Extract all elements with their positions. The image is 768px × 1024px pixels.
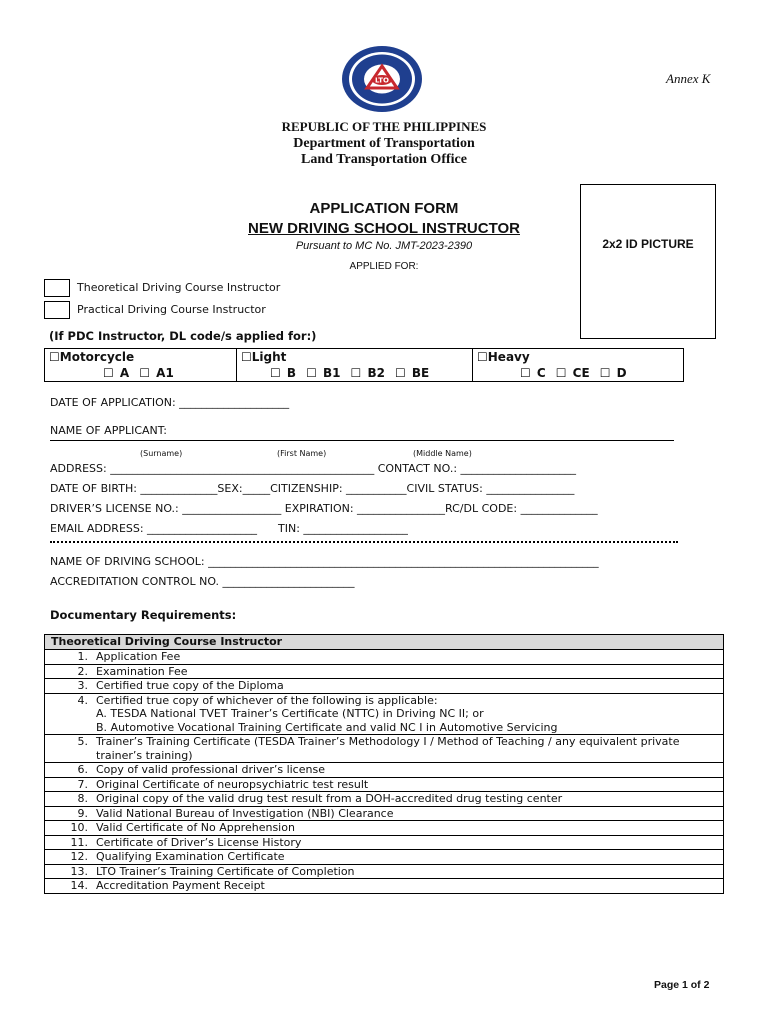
dl-head-light[interactable]: ☐Light — [241, 350, 287, 364]
svg-text:LTO: LTO — [374, 76, 390, 85]
requirement-number: 10. — [70, 821, 88, 834]
birth-sex-citizenship-field[interactable]: DATE OF BIRTH: ______________SEX:_____CITIZENSHIP: ___________CIVIL STATUS: ________________ — [50, 482, 575, 495]
license-field[interactable]: DRIVER’S LICENSE NO.: __________________ EXPIRATION: ________________RC/DL CODE: ______________ — [50, 502, 598, 515]
requirement-text — [96, 879, 706, 893]
id-picture-label: 2x2 ID PICTURE — [602, 237, 694, 251]
annex-label: Annex K — [666, 71, 711, 86]
requirement-text — [96, 778, 706, 792]
requirement-line: LTO Trainer’s Training Certificate of Completion — [96, 864, 355, 878]
dl-head-heavy[interactable]: ☐Heavy — [477, 350, 530, 364]
dl-code-note: (If PDC Instructor, DL code/s applied for:) — [49, 329, 317, 343]
pursuant-text: Pursuant to MC No. JMT-2023-2390 — [295, 240, 473, 252]
option-theoretical-label: Theoretical Driving Course Instructor — [77, 281, 281, 294]
table-row — [45, 806, 724, 821]
requirement-line: Accreditation Payment Receipt — [96, 879, 265, 892]
dl-code-be[interactable]: ☐ BE — [394, 366, 430, 380]
requirement-number: 1. — [77, 650, 88, 663]
form-title-block — [180, 199, 588, 274]
requirement-text — [96, 694, 706, 735]
dl-code-b2[interactable]: ☐ B2 — [350, 366, 385, 380]
dl-code-b[interactable]: ☐ B — [270, 366, 297, 380]
requirement-line: Valid Certificate of No Apprehension — [96, 821, 295, 834]
table-row — [45, 650, 724, 665]
requirement-text — [96, 650, 706, 664]
requirement-text — [96, 836, 706, 850]
requirement-line: B. Automotive Vocational Training Certificate and valid NC I in Automotive Servicing — [96, 720, 558, 734]
first-name-caption: (First Name) — [277, 449, 327, 458]
requirement-line: Copy of valid professional driver’s license — [96, 763, 325, 776]
name-of-applicant-label: NAME OF APPLICANT: — [50, 424, 167, 437]
dl-col-heavy — [473, 349, 683, 381]
dl-code-a[interactable]: ☐ A — [103, 366, 130, 380]
table-row — [45, 664, 724, 679]
dl-code-b1[interactable]: ☐ B1 — [306, 366, 341, 380]
requirement-number: 11. — [70, 835, 88, 849]
dl-col-light — [237, 349, 473, 381]
checkbox-practical[interactable] — [44, 301, 70, 319]
applied-for-label: APPLIED FOR: — [349, 261, 419, 272]
accreditation-control-field[interactable]: ACCREDITATION CONTROL NO. ________________________ — [50, 575, 355, 588]
requirement-line: trainer’s training) — [96, 748, 193, 762]
requirement-text — [96, 865, 706, 879]
table-row — [45, 835, 724, 850]
table-row — [45, 850, 724, 865]
requirement-number: 6. — [77, 763, 88, 776]
requirement-number: 3. — [77, 679, 88, 692]
driving-school-field[interactable]: NAME OF DRIVING SCHOOL: _______________________________________________________________________ — [50, 555, 599, 568]
dl-code-c[interactable]: ☐ C — [520, 366, 546, 380]
requirement-number: 5. — [77, 735, 88, 748]
requirement-line: A. TESDA National TVET Trainer’s Certificate (NTTC) in Driving NC II; or — [96, 707, 484, 720]
dl-code-ce[interactable]: ☐ CE — [555, 366, 590, 380]
requirement-text — [96, 807, 706, 821]
address-contact-field[interactable]: ADDRESS: ________________________________________________ CONTACT NO.: _____________________ — [50, 462, 577, 475]
dl-col-motorcycle — [45, 349, 237, 381]
requirement-text — [96, 821, 706, 835]
applicant-name-line[interactable] — [50, 440, 674, 441]
option-practical-label: Practical Driving Course Instructor — [77, 303, 266, 316]
table-row — [45, 792, 724, 807]
dl-code-a1[interactable]: ☐ A1 — [139, 366, 174, 380]
requirement-line: Certificate of Driver’s License History — [96, 835, 302, 849]
documentary-requirements-title: Documentary Requirements: — [50, 608, 237, 622]
requirement-number: 7. — [77, 777, 88, 791]
option-practical[interactable] — [44, 301, 344, 319]
table-row — [45, 763, 724, 778]
dl-code-d[interactable]: ☐ D — [599, 366, 627, 380]
dl-code-table — [44, 348, 684, 382]
requirement-line: Certified true copy of whichever of the following is applicable: — [96, 693, 438, 707]
requirement-line: Original copy of the valid drug test result from a DOH-accredited drug testing center — [96, 792, 563, 805]
requirement-text — [96, 665, 706, 679]
form-title: APPLICATION FORM — [309, 200, 459, 217]
id-picture-box — [580, 184, 716, 339]
requirement-number: 2. — [77, 664, 88, 678]
requirement-line: Examination Fee — [96, 664, 188, 678]
government-header — [0, 119, 768, 169]
requirement-number: 14. — [70, 879, 88, 892]
requirement-line: Original Certificate of neuropsychiatric test result — [96, 777, 369, 791]
table-row — [45, 735, 724, 763]
form-subtitle: NEW DRIVING SCHOOL INSTRUCTOR — [248, 220, 520, 237]
requirement-line: Application Fee — [96, 650, 181, 663]
requirement-text — [96, 735, 706, 762]
requirements-table-header: Theoretical Driving Course Instructor — [45, 635, 724, 650]
middle-name-caption: (Middle Name) — [413, 449, 472, 458]
table-row — [45, 777, 724, 792]
requirement-line: Certified true copy of the Diploma — [96, 679, 284, 692]
requirement-line: Trainer’s Training Certificate (TESDA Trainer’s Methodology I / Method of Teaching / any equivalent private — [96, 735, 680, 748]
table-row — [45, 679, 724, 694]
requirement-text — [96, 679, 706, 693]
dl-head-motorcycle[interactable]: ☐Motorcycle — [49, 350, 135, 364]
date-of-application-field[interactable]: DATE OF APPLICATION: ____________________ — [50, 396, 290, 409]
department-line: Department of Transportation — [293, 135, 475, 151]
requirement-number: 12. — [70, 850, 88, 863]
surname-caption: (Surname) — [140, 449, 183, 458]
option-theoretical[interactable] — [44, 279, 344, 297]
requirement-number: 4. — [77, 693, 88, 707]
requirement-number: 13. — [70, 864, 88, 878]
email-tin-field[interactable]: EMAIL ADDRESS: ____________________ TIN: ___________________ — [50, 522, 408, 535]
office-line: Land Transportation Office — [301, 152, 467, 167]
table-row — [45, 879, 724, 894]
republic-line: REPUBLIC OF THE PHILIPPINES — [281, 119, 487, 134]
requirement-line: Valid National Bureau of Investigation (NBI) Clearance — [96, 806, 394, 820]
dotted-divider — [50, 541, 678, 543]
requirement-number: 8. — [77, 792, 88, 805]
page-number: Page 1 of 2 — [654, 979, 710, 991]
table-row — [45, 693, 724, 735]
requirement-number: 9. — [77, 806, 88, 820]
requirement-text — [96, 763, 706, 777]
requirement-line: Qualifying Examination Certificate — [96, 850, 285, 863]
requirement-text — [96, 850, 706, 864]
table-row — [45, 821, 724, 836]
table-row — [45, 864, 724, 879]
lto-seal-logo — [339, 44, 425, 114]
checkbox-theoretical[interactable] — [44, 279, 70, 297]
requirements-table — [44, 634, 724, 894]
requirement-text — [96, 792, 706, 806]
